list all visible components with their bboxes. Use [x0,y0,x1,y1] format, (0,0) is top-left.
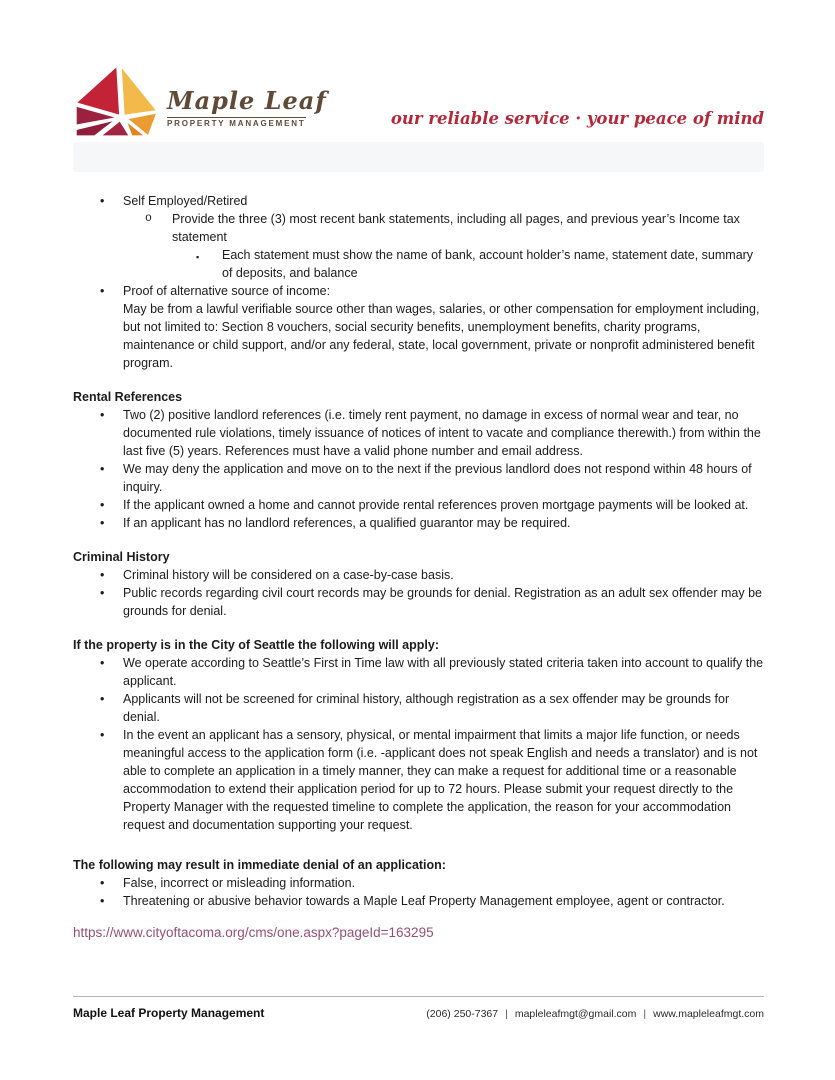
bullet-continuation: May be from a lawful verifiable source other than wages, salaries, or other compensation for employment including, but not limited to: Section 8 vouchers, social security benefits, unemployment benefits, charity programs, maintenance or child support, and/or any federal, state, local government, private or nonprofit administered benefit program. [123,302,760,370]
bullet-item [100,690,764,726]
bullet-item [100,654,764,690]
disc-bullet-icon: • [100,728,105,742]
bullet-text: Threatening or abusive behavior towards a Maple Leaf Property Management employee, agent or contractor. [123,894,725,908]
house-logo-icon [73,64,161,138]
disc-bullet-icon: • [100,656,105,670]
disc-bullet-icon: • [100,194,105,208]
footer-separator: | [505,1008,508,1020]
circle-bullet-icon: o [145,212,152,225]
bullet-item [100,514,764,532]
footer-email: mapleleafmgt@gmail.com [514,1008,637,1020]
section-heading: If the property is in the City of Seattle the following will apply: [73,638,439,652]
bullet-text: Criminal history will be considered on a case-by-case basis. [123,568,454,582]
bullet-text: Provide the three (3) most recent bank statements, including all pages, and previous year’s Income tax statement [172,212,740,244]
disc-bullet-icon: • [100,408,105,422]
disc-bullet-icon: • [100,692,105,706]
bullet-item [100,874,764,892]
company-tagline: our reliable service · your peace of mind [390,109,764,128]
bullet-item [196,246,764,282]
disc-bullet-icon: • [100,284,105,298]
bullet-text: We operate according to Seattle’s First in Time law with all previously stated criteria taken into account to qualify the applicant. [123,656,764,688]
section-heading: Rental References [73,390,183,404]
bullet-item [100,584,764,620]
brand-name: Maple Leaf [167,86,327,115]
bullet-text: We may deny the application and move on to the next if the previous landlord does not respond within 48 hours of inquiry. [123,462,752,494]
footer-phone: (206) 250-7367 [426,1008,499,1020]
bullet-text: Proof of alternative source of income: [123,284,331,298]
intro-list [73,192,764,372]
bullet-item [100,726,764,834]
bullet-text: Self Employed/Retired [123,194,248,208]
disc-bullet-icon: • [100,516,105,530]
brand-subtitle: PROPERTY MANAGEMENT [167,119,306,128]
bullet-text: If an applicant has no landlord references, a qualified guarantor may be required. [123,516,571,530]
disc-bullet-icon: • [100,462,105,476]
bullet-text: Applicants will not be screened for criminal history, although registration as a sex offender may be grounds for denial. [123,692,730,724]
bullet-item [100,192,764,210]
document-section [73,636,764,834]
disc-bullet-icon: • [100,894,105,908]
bullet-item [145,210,764,246]
document-body [73,192,764,942]
bullet-item [100,406,764,460]
disc-bullet-icon: • [100,568,105,582]
logo-text [167,86,327,131]
bullet-item [100,282,764,300]
bullet-item [100,892,764,910]
footer-contact [426,1008,764,1020]
document-section [73,856,764,910]
bullet-item [100,566,764,584]
bullet-text: Each statement must show the name of bank, account holder’s name, statement date, summary of deposits, and balance [222,248,754,280]
bullet-item [100,496,764,514]
bullet-item [100,460,764,496]
footer-separator: | [643,1008,647,1020]
footer-website: www.mapleleafmgt.com [653,1008,764,1020]
square-bullet-icon: ▪ [196,252,200,262]
footer-company-name: Maple Leaf Property Management [73,1006,265,1020]
document-section [73,388,764,532]
bullet-text: If the applicant owned a home and cannot provide rental references proven mortgage payments will be looked at. [123,498,749,512]
company-logo [73,64,327,140]
disc-bullet-icon: • [100,586,105,600]
bullet-text: In the event an applicant has a sensory, physical, or mental impairment that limits a major life function, or needs meaningful access to the application form (i.e. -applicant does not speak English and needs a translator) and is not able to complete an application in a timely manner, they can make a request for additional time or a reasonable accommodation to extend their application period for up to 72 hours. Please submit your request directly to the Property Manager with the requested timeline to complete the application, the reason for your accommodation request and documentation supporting your request. [123,728,758,832]
bullet-text: False, incorrect or misleading information. [123,876,356,890]
header-band [73,142,764,172]
bullet-text: Public records regarding civil court records may be grounds for denial. Registration as an adult sex offender may be grounds for denial. [123,586,762,618]
sections [73,388,764,910]
disc-bullet-icon: • [100,876,105,890]
section-heading: The following may result in immediate denial of an application: [73,858,446,872]
section-heading: Criminal History [73,550,170,564]
bullet-text: Two (2) positive landlord references (i.e. timely rent payment, no damage in excess of normal wear and tear, no documented rule violations, timely issuance of notices of intent to vacate and compliance therewith.) from within the last five (5) years. References must have a valid phone number and email address. [123,408,761,458]
page-footer [73,996,764,1020]
letterhead [73,64,764,140]
tacoma-link[interactable]: https://www.cityoftacoma.org/cms/one.aspx?pageId=163295 [73,925,434,940]
document-section [73,548,764,620]
disc-bullet-icon: • [100,498,105,512]
